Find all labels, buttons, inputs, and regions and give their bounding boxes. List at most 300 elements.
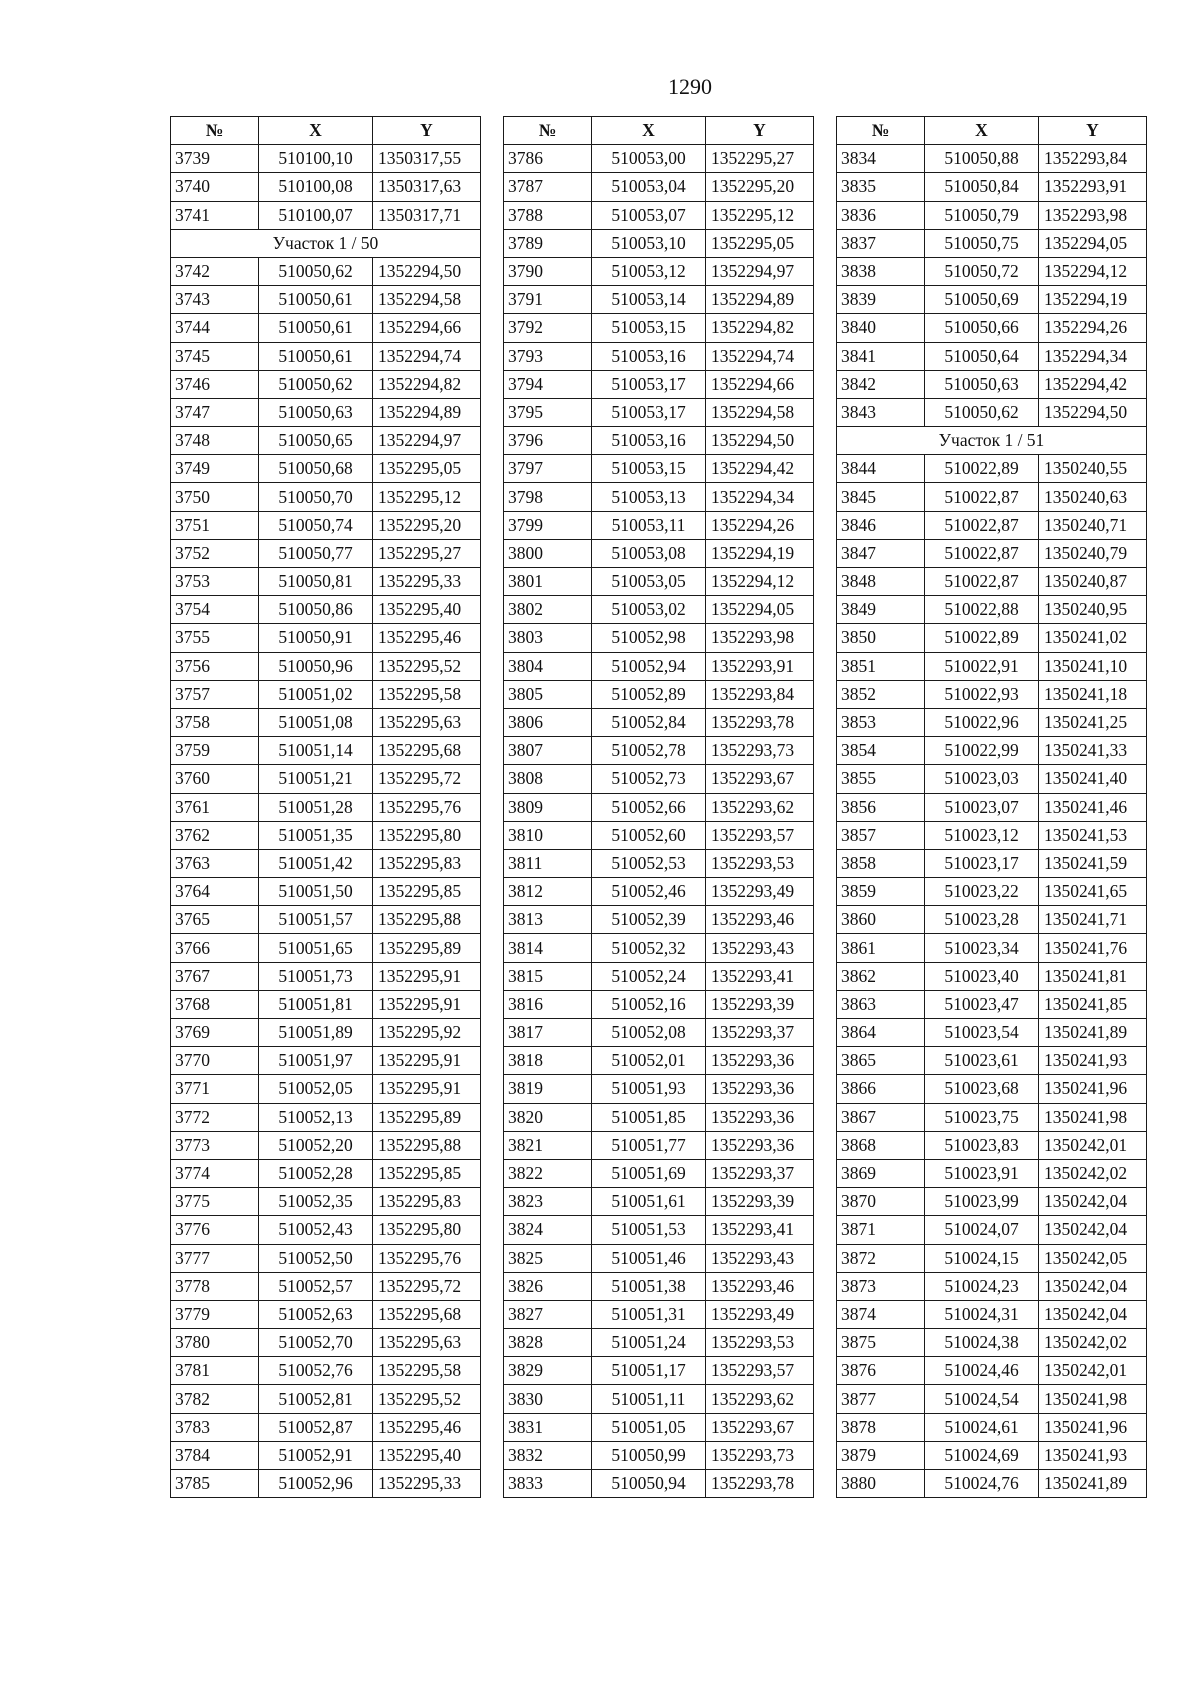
- y-coordinate: 1352295,20: [706, 173, 814, 201]
- point-number: 3773: [171, 1131, 259, 1159]
- y-coordinate: 1352293,73: [706, 1441, 814, 1469]
- y-coordinate: 1352295,91: [373, 990, 481, 1018]
- y-coordinate: 1352293,78: [706, 1470, 814, 1498]
- table-row: [171, 173, 481, 201]
- table-row: [171, 1272, 481, 1300]
- y-coordinate: 1352294,58: [706, 398, 814, 426]
- point-number: 3827: [504, 1300, 592, 1328]
- x-coordinate: 510050,77: [259, 539, 373, 567]
- point-number: 3741: [171, 201, 259, 229]
- y-coordinate: 1352294,12: [706, 568, 814, 596]
- x-coordinate: 510052,73: [592, 765, 706, 793]
- table-row: [171, 821, 481, 849]
- x-coordinate: 510023,40: [925, 962, 1039, 990]
- y-coordinate: 1352294,97: [706, 257, 814, 285]
- point-number: 3867: [837, 1103, 925, 1131]
- table-row: [837, 1357, 1147, 1385]
- point-number: 3758: [171, 708, 259, 736]
- table-row: [837, 680, 1147, 708]
- table-row: [171, 257, 481, 285]
- x-coordinate: 510023,91: [925, 1159, 1039, 1187]
- x-coordinate: 510052,89: [592, 680, 706, 708]
- x-coordinate: 510051,50: [259, 878, 373, 906]
- table-row: [504, 568, 814, 596]
- y-coordinate: 1352295,91: [373, 1047, 481, 1075]
- point-number: 3833: [504, 1470, 592, 1498]
- x-coordinate: 510051,89: [259, 1019, 373, 1047]
- x-coordinate: 510023,47: [925, 990, 1039, 1018]
- x-coordinate: 510051,11: [592, 1385, 706, 1413]
- point-number: 3794: [504, 370, 592, 398]
- point-number: 3744: [171, 314, 259, 342]
- table-row: [171, 1103, 481, 1131]
- point-number: 3803: [504, 624, 592, 652]
- coordinates-table-2: [503, 116, 814, 1498]
- point-number: 3811: [504, 849, 592, 877]
- y-coordinate: 1352293,36: [706, 1075, 814, 1103]
- point-number: 3848: [837, 568, 925, 596]
- table-row: [504, 1019, 814, 1047]
- point-number: 3809: [504, 793, 592, 821]
- table-row: [504, 314, 814, 342]
- table-row: [504, 173, 814, 201]
- x-coordinate: 510051,17: [592, 1357, 706, 1385]
- point-number: 3743: [171, 286, 259, 314]
- y-coordinate: 1350242,01: [1039, 1131, 1147, 1159]
- y-coordinate: 1352293,43: [706, 934, 814, 962]
- x-coordinate: 510051,93: [592, 1075, 706, 1103]
- table-row: [504, 906, 814, 934]
- point-number: 3835: [837, 173, 925, 201]
- x-coordinate: 510051,53: [592, 1216, 706, 1244]
- x-coordinate: 510053,12: [592, 257, 706, 285]
- point-number: 3766: [171, 934, 259, 962]
- table-row: [171, 1131, 481, 1159]
- table-row: [171, 1216, 481, 1244]
- table-row: [504, 990, 814, 1018]
- table-row: [171, 568, 481, 596]
- point-number: 3828: [504, 1329, 592, 1357]
- table-row: [171, 483, 481, 511]
- x-coordinate: 510050,72: [925, 257, 1039, 285]
- x-coordinate: 510051,38: [592, 1272, 706, 1300]
- point-number: 3859: [837, 878, 925, 906]
- point-number: 3792: [504, 314, 592, 342]
- y-coordinate: 1350242,04: [1039, 1216, 1147, 1244]
- table-row: [837, 1244, 1147, 1272]
- y-coordinate: 1352295,05: [706, 229, 814, 257]
- y-coordinate: 1352295,40: [373, 596, 481, 624]
- table-row: [171, 1441, 481, 1469]
- table-row: [504, 455, 814, 483]
- point-number: 3778: [171, 1272, 259, 1300]
- x-coordinate: 510050,99: [592, 1441, 706, 1469]
- y-coordinate: 1352293,49: [706, 878, 814, 906]
- y-coordinate: 1352295,76: [373, 1244, 481, 1272]
- x-coordinate: 510052,39: [592, 906, 706, 934]
- point-number: 3752: [171, 539, 259, 567]
- point-number: 3799: [504, 511, 592, 539]
- y-coordinate: 1352294,26: [1039, 314, 1147, 342]
- table-row: [504, 1272, 814, 1300]
- point-number: 3764: [171, 878, 259, 906]
- point-number: 3755: [171, 624, 259, 652]
- x-coordinate: 510024,15: [925, 1244, 1039, 1272]
- y-coordinate: 1352295,92: [373, 1019, 481, 1047]
- x-coordinate: 510051,08: [259, 708, 373, 736]
- table-row: [837, 201, 1147, 229]
- table-row: [837, 708, 1147, 736]
- point-number: 3826: [504, 1272, 592, 1300]
- point-number: 3846: [837, 511, 925, 539]
- y-coordinate: 1352293,46: [706, 906, 814, 934]
- point-number: 3857: [837, 821, 925, 849]
- x-coordinate: 510022,87: [925, 539, 1039, 567]
- table-row: [504, 145, 814, 173]
- x-coordinate: 510024,54: [925, 1385, 1039, 1413]
- point-number: 3742: [171, 257, 259, 285]
- table-row: [504, 652, 814, 680]
- table-row: [171, 511, 481, 539]
- point-number: 3845: [837, 483, 925, 511]
- x-coordinate: 510053,11: [592, 511, 706, 539]
- table-row: [171, 286, 481, 314]
- y-coordinate: 1352294,50: [1039, 398, 1147, 426]
- table-row: [837, 1441, 1147, 1469]
- point-number: 3808: [504, 765, 592, 793]
- point-number: 3793: [504, 342, 592, 370]
- point-number: 3760: [171, 765, 259, 793]
- y-coordinate: 1352293,57: [706, 821, 814, 849]
- header-y: Y: [373, 117, 481, 145]
- y-coordinate: 1350241,33: [1039, 737, 1147, 765]
- x-coordinate: 510051,05: [592, 1413, 706, 1441]
- table-row: [171, 145, 481, 173]
- point-number: 3818: [504, 1047, 592, 1075]
- x-coordinate: 510053,05: [592, 568, 706, 596]
- point-number: 3843: [837, 398, 925, 426]
- x-coordinate: 510051,73: [259, 962, 373, 990]
- y-coordinate: 1350241,89: [1039, 1470, 1147, 1498]
- x-coordinate: 510052,43: [259, 1216, 373, 1244]
- table-row: [171, 1159, 481, 1187]
- y-coordinate: 1352295,89: [373, 934, 481, 962]
- table-row: [504, 370, 814, 398]
- table-row: [171, 1047, 481, 1075]
- y-coordinate: 1352293,62: [706, 793, 814, 821]
- header-no: №: [504, 117, 592, 145]
- point-number: 3783: [171, 1413, 259, 1441]
- point-number: 3837: [837, 229, 925, 257]
- y-coordinate: 1350241,18: [1039, 680, 1147, 708]
- table-row: [171, 680, 481, 708]
- table-row: [837, 1159, 1147, 1187]
- x-coordinate: 510052,70: [259, 1329, 373, 1357]
- y-coordinate: 1352295,46: [373, 624, 481, 652]
- table-row: [171, 370, 481, 398]
- y-coordinate: 1352294,82: [706, 314, 814, 342]
- table-row: [171, 652, 481, 680]
- x-coordinate: 510022,88: [925, 596, 1039, 624]
- point-number: 3865: [837, 1047, 925, 1075]
- point-number: 3877: [837, 1385, 925, 1413]
- table-row: [504, 398, 814, 426]
- y-coordinate: 1352294,42: [1039, 370, 1147, 398]
- x-coordinate: 510050,96: [259, 652, 373, 680]
- table-row: [504, 849, 814, 877]
- point-number: 3838: [837, 257, 925, 285]
- table-row: [171, 398, 481, 426]
- y-coordinate: 1352295,40: [373, 1441, 481, 1469]
- y-coordinate: 1350317,63: [373, 173, 481, 201]
- point-number: 3870: [837, 1188, 925, 1216]
- header-x: X: [592, 117, 706, 145]
- y-coordinate: 1350241,93: [1039, 1047, 1147, 1075]
- y-coordinate: 1352295,83: [373, 1188, 481, 1216]
- point-number: 3781: [171, 1357, 259, 1385]
- point-number: 3832: [504, 1441, 592, 1469]
- table-row: [837, 511, 1147, 539]
- x-coordinate: 510050,62: [925, 398, 1039, 426]
- table-row: [504, 1188, 814, 1216]
- table-row: [837, 1272, 1147, 1300]
- table-row: [504, 201, 814, 229]
- y-coordinate: 1352295,05: [373, 455, 481, 483]
- x-coordinate: 510050,91: [259, 624, 373, 652]
- y-coordinate: 1352293,37: [706, 1019, 814, 1047]
- y-coordinate: 1352295,89: [373, 1103, 481, 1131]
- x-coordinate: 510022,89: [925, 455, 1039, 483]
- coordinates-table-3: [836, 116, 1147, 1498]
- y-coordinate: 1352294,50: [373, 257, 481, 285]
- x-coordinate: 510024,46: [925, 1357, 1039, 1385]
- table-row: [504, 1441, 814, 1469]
- x-coordinate: 510051,14: [259, 737, 373, 765]
- table-row: [171, 708, 481, 736]
- x-coordinate: 510051,42: [259, 849, 373, 877]
- y-coordinate: 1350242,02: [1039, 1159, 1147, 1187]
- y-coordinate: 1352293,57: [706, 1357, 814, 1385]
- table-row: [171, 765, 481, 793]
- y-coordinate: 1352293,36: [706, 1103, 814, 1131]
- table-row: [171, 1385, 481, 1413]
- x-coordinate: 510050,86: [259, 596, 373, 624]
- point-number: 3872: [837, 1244, 925, 1272]
- y-coordinate: 1350240,55: [1039, 455, 1147, 483]
- point-number: 3874: [837, 1300, 925, 1328]
- point-number: 3757: [171, 680, 259, 708]
- point-number: 3796: [504, 427, 592, 455]
- y-coordinate: 1352293,36: [706, 1047, 814, 1075]
- point-number: 3769: [171, 1019, 259, 1047]
- table-row: [171, 596, 481, 624]
- y-coordinate: 1352293,37: [706, 1159, 814, 1187]
- point-number: 3821: [504, 1131, 592, 1159]
- table-row: [837, 229, 1147, 257]
- x-coordinate: 510024,76: [925, 1470, 1039, 1498]
- point-number: 3873: [837, 1272, 925, 1300]
- table-header-row: [504, 117, 814, 145]
- table-row: [171, 849, 481, 877]
- point-number: 3780: [171, 1329, 259, 1357]
- y-coordinate: 1352293,91: [1039, 173, 1147, 201]
- header-x: X: [259, 117, 373, 145]
- point-number: 3876: [837, 1357, 925, 1385]
- x-coordinate: 510050,88: [925, 145, 1039, 173]
- point-number: 3776: [171, 1216, 259, 1244]
- y-coordinate: 1350241,93: [1039, 1441, 1147, 1469]
- point-number: 3866: [837, 1075, 925, 1103]
- x-coordinate: 510050,64: [925, 342, 1039, 370]
- x-coordinate: 510022,87: [925, 511, 1039, 539]
- x-coordinate: 510052,32: [592, 934, 706, 962]
- y-coordinate: 1352294,74: [373, 342, 481, 370]
- section-row: [171, 229, 481, 257]
- point-number: 3856: [837, 793, 925, 821]
- y-coordinate: 1352295,27: [373, 539, 481, 567]
- x-coordinate: 510023,03: [925, 765, 1039, 793]
- y-coordinate: 1352294,26: [706, 511, 814, 539]
- x-coordinate: 510052,35: [259, 1188, 373, 1216]
- y-coordinate: 1350241,96: [1039, 1413, 1147, 1441]
- point-number: 3770: [171, 1047, 259, 1075]
- table-row: [504, 765, 814, 793]
- table-row: [171, 906, 481, 934]
- x-coordinate: 510050,74: [259, 511, 373, 539]
- x-coordinate: 510023,34: [925, 934, 1039, 962]
- x-coordinate: 510053,13: [592, 483, 706, 511]
- point-number: 3763: [171, 849, 259, 877]
- y-coordinate: 1352293,39: [706, 990, 814, 1018]
- point-number: 3747: [171, 398, 259, 426]
- point-number: 3849: [837, 596, 925, 624]
- y-coordinate: 1352295,27: [706, 145, 814, 173]
- x-coordinate: 510050,63: [259, 398, 373, 426]
- point-number: 3842: [837, 370, 925, 398]
- point-number: 3797: [504, 455, 592, 483]
- y-coordinate: 1350241,98: [1039, 1385, 1147, 1413]
- x-coordinate: 510023,07: [925, 793, 1039, 821]
- x-coordinate: 510100,10: [259, 145, 373, 173]
- point-number: 3839: [837, 286, 925, 314]
- point-number: 3784: [171, 1441, 259, 1469]
- header-no: №: [837, 117, 925, 145]
- y-coordinate: 1352295,88: [373, 906, 481, 934]
- point-number: 3754: [171, 596, 259, 624]
- x-coordinate: 510052,08: [592, 1019, 706, 1047]
- point-number: 3831: [504, 1413, 592, 1441]
- x-coordinate: 510053,15: [592, 455, 706, 483]
- y-coordinate: 1352294,19: [1039, 286, 1147, 314]
- table-row: [504, 624, 814, 652]
- table-row: [504, 596, 814, 624]
- y-coordinate: 1350241,25: [1039, 708, 1147, 736]
- table-row: [504, 229, 814, 257]
- point-number: 3807: [504, 737, 592, 765]
- point-number: 3804: [504, 652, 592, 680]
- y-coordinate: 1352294,05: [1039, 229, 1147, 257]
- y-coordinate: 1350241,10: [1039, 652, 1147, 680]
- point-number: 3802: [504, 596, 592, 624]
- point-number: 3813: [504, 906, 592, 934]
- y-coordinate: 1350317,71: [373, 201, 481, 229]
- table-row: [171, 962, 481, 990]
- table-row: [171, 342, 481, 370]
- table-row: [837, 878, 1147, 906]
- point-number: 3787: [504, 173, 592, 201]
- x-coordinate: 510050,65: [259, 427, 373, 455]
- table-row: [504, 1300, 814, 1328]
- point-number: 3751: [171, 511, 259, 539]
- y-coordinate: 1350242,04: [1039, 1188, 1147, 1216]
- x-coordinate: 510050,63: [925, 370, 1039, 398]
- table-row: [504, 342, 814, 370]
- table-row: [504, 737, 814, 765]
- point-number: 3810: [504, 821, 592, 849]
- y-coordinate: 1352294,50: [706, 427, 814, 455]
- table-row: [504, 821, 814, 849]
- point-number: 3774: [171, 1159, 259, 1187]
- point-number: 3834: [837, 145, 925, 173]
- y-coordinate: 1350242,04: [1039, 1300, 1147, 1328]
- y-coordinate: 1352295,83: [373, 849, 481, 877]
- table-row: [171, 314, 481, 342]
- x-coordinate: 510022,89: [925, 624, 1039, 652]
- x-coordinate: 510050,61: [259, 314, 373, 342]
- x-coordinate: 510024,31: [925, 1300, 1039, 1328]
- x-coordinate: 510053,10: [592, 229, 706, 257]
- x-coordinate: 510052,76: [259, 1357, 373, 1385]
- header-y: Y: [1039, 117, 1147, 145]
- point-number: 3817: [504, 1019, 592, 1047]
- y-coordinate: 1350241,46: [1039, 793, 1147, 821]
- x-coordinate: 510052,81: [259, 1385, 373, 1413]
- x-coordinate: 510022,99: [925, 737, 1039, 765]
- x-coordinate: 510023,75: [925, 1103, 1039, 1131]
- x-coordinate: 510022,87: [925, 568, 1039, 596]
- table-row: [504, 793, 814, 821]
- point-number: 3823: [504, 1188, 592, 1216]
- x-coordinate: 510022,93: [925, 680, 1039, 708]
- point-number: 3782: [171, 1385, 259, 1413]
- table-row: [837, 1385, 1147, 1413]
- point-number: 3868: [837, 1131, 925, 1159]
- point-number: 3847: [837, 539, 925, 567]
- y-coordinate: 1350240,87: [1039, 568, 1147, 596]
- table-row: [504, 1103, 814, 1131]
- point-number: 3795: [504, 398, 592, 426]
- x-coordinate: 510051,85: [592, 1103, 706, 1131]
- x-coordinate: 510051,65: [259, 934, 373, 962]
- point-number: 3851: [837, 652, 925, 680]
- y-coordinate: 1350241,65: [1039, 878, 1147, 906]
- table-row: [837, 1131, 1147, 1159]
- x-coordinate: 510023,22: [925, 878, 1039, 906]
- x-coordinate: 510100,08: [259, 173, 373, 201]
- x-coordinate: 510050,61: [259, 342, 373, 370]
- y-coordinate: 1350241,89: [1039, 1019, 1147, 1047]
- y-coordinate: 1350241,98: [1039, 1103, 1147, 1131]
- y-coordinate: 1350242,01: [1039, 1357, 1147, 1385]
- y-coordinate: 1352295,88: [373, 1131, 481, 1159]
- table-row: [837, 483, 1147, 511]
- y-coordinate: 1352294,97: [373, 427, 481, 455]
- point-number: 3840: [837, 314, 925, 342]
- x-coordinate: 510051,21: [259, 765, 373, 793]
- table-row: [504, 934, 814, 962]
- x-coordinate: 510050,79: [925, 201, 1039, 229]
- table-row: [837, 1300, 1147, 1328]
